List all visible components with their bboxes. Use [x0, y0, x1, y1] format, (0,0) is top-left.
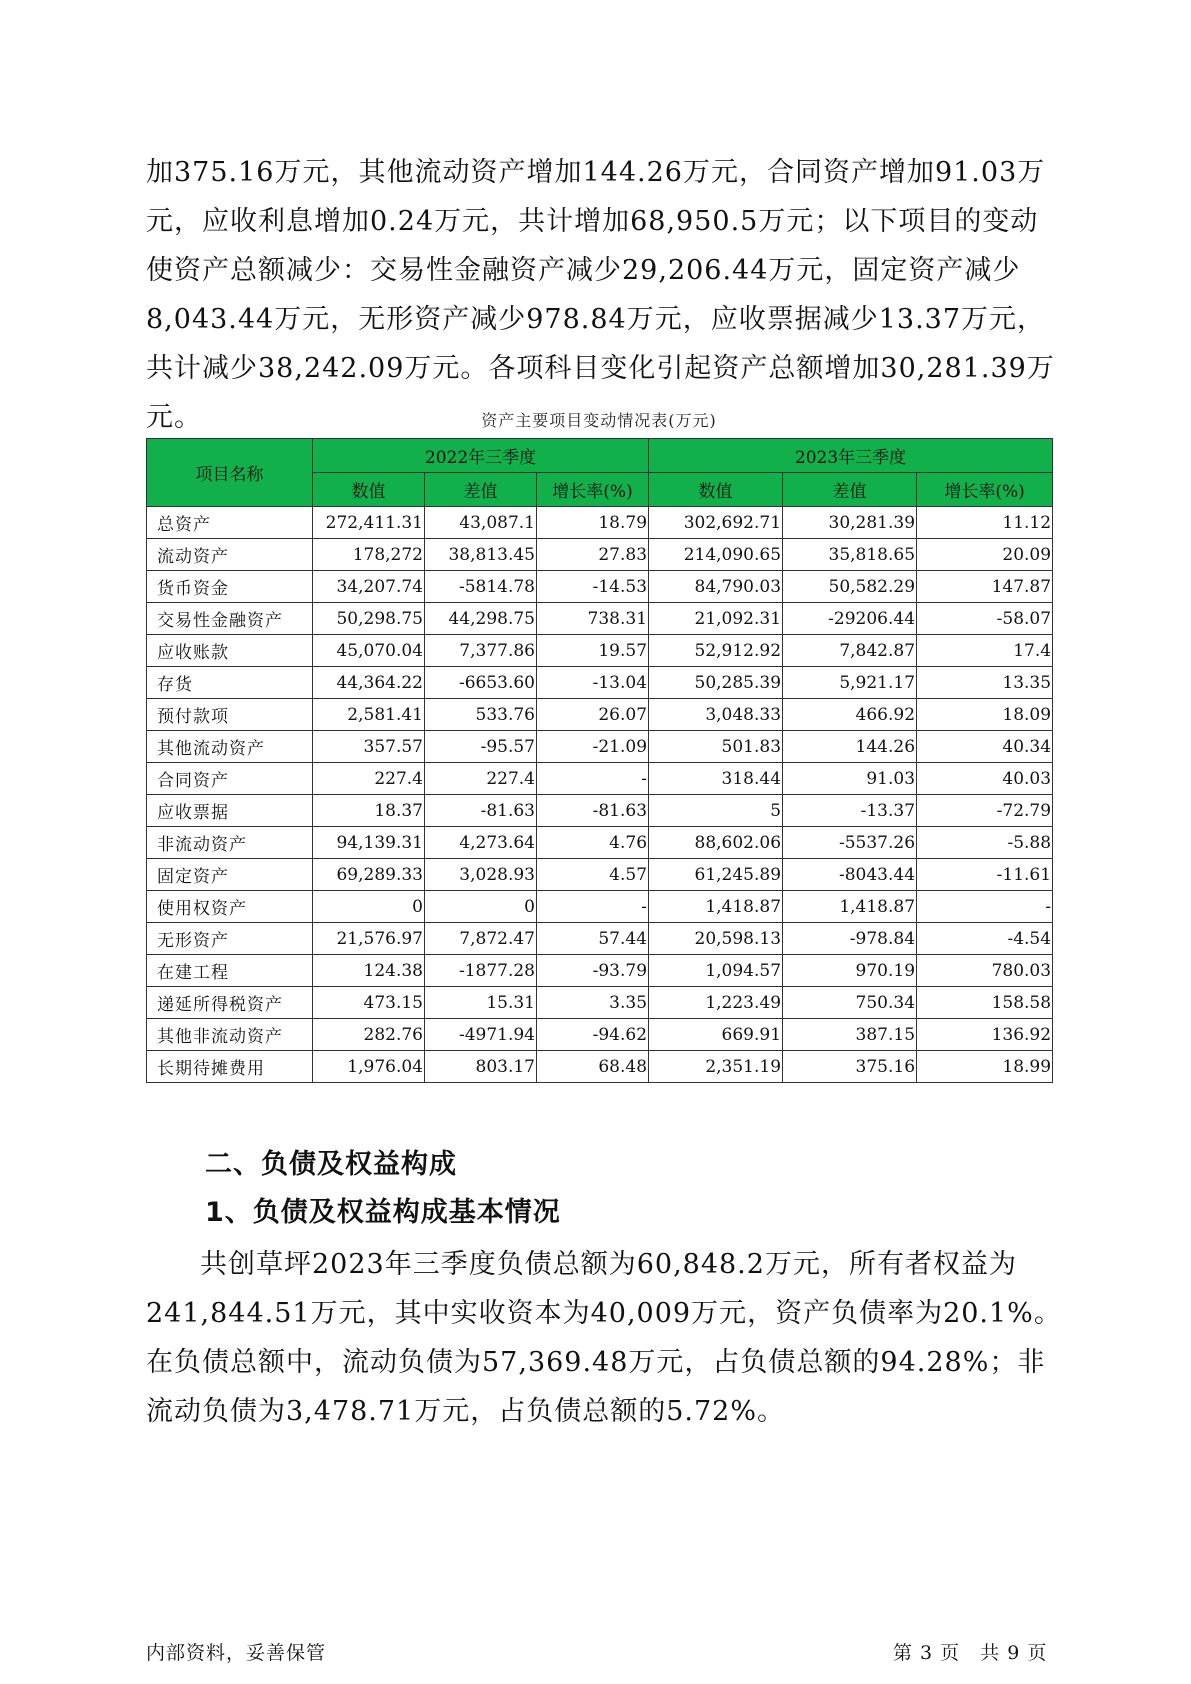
- table-row: [147, 923, 1053, 955]
- row-value-cell: 3,028.93: [425, 859, 537, 891]
- row-value-cell: 214,090.65: [649, 539, 783, 571]
- row-value-cell: 473.15: [313, 987, 425, 1019]
- row-value-cell: 57.44: [537, 923, 649, 955]
- row-value-cell: 7,872.47: [425, 923, 537, 955]
- row-value-cell: -13.37: [783, 795, 917, 827]
- row-item-name: 合同资产: [147, 763, 313, 795]
- row-value-cell: 970.19: [783, 955, 917, 987]
- row-item-name: 货币资金: [147, 571, 313, 603]
- row-value-cell: 40.03: [917, 763, 1053, 795]
- row-value-cell: 5: [649, 795, 783, 827]
- liabilities-text: 共创草坪2023年三季度负债总额为60,848.2万元，所有者权益为241,844.51万元，其中实收资本为40,009万元，资产负债率为20.1%。在负债总额中，流动负债为57,369.48万元，占负债总额的94.28%；非流动负债为3,478.71万元，占负债总额的5.72%。: [146, 1249, 1062, 1427]
- row-item-name: 预付款项: [147, 699, 313, 731]
- row-value-cell: 18.99: [917, 1051, 1053, 1083]
- row-value-cell: -81.63: [537, 795, 649, 827]
- row-item-name: 使用权资产: [147, 891, 313, 923]
- row-value-cell: 4.76: [537, 827, 649, 859]
- row-item-name: 存货: [147, 667, 313, 699]
- row-item-name: 应收票据: [147, 795, 313, 827]
- row-item-name: 其他流动资产: [147, 731, 313, 763]
- row-value-cell: 1,418.87: [649, 891, 783, 923]
- row-value-cell: 94,139.31: [313, 827, 425, 859]
- table-row: [147, 827, 1053, 859]
- row-value-cell: 780.03: [917, 955, 1053, 987]
- row-value-cell: 4.57: [537, 859, 649, 891]
- table-row: [147, 955, 1053, 987]
- header-diff-2023: 差值: [783, 473, 917, 507]
- row-value-cell: 533.76: [425, 699, 537, 731]
- row-value-cell: -6653.60: [425, 667, 537, 699]
- row-value-cell: 227.4: [425, 763, 537, 795]
- row-value-cell: -14.53: [537, 571, 649, 603]
- sub-heading: 1、负债及权益构成基本情况: [205, 1197, 561, 1228]
- row-value-cell: 387.15: [783, 1019, 917, 1051]
- row-value-cell: 302,692.71: [649, 507, 783, 539]
- table-row: [147, 987, 1053, 1019]
- table-row: [147, 795, 1053, 827]
- row-value-cell: -: [917, 891, 1053, 923]
- row-value-cell: 0: [425, 891, 537, 923]
- row-value-cell: 0: [313, 891, 425, 923]
- row-value-cell: 68.48: [537, 1051, 649, 1083]
- table-row: [147, 635, 1053, 667]
- row-value-cell: 30,281.39: [783, 507, 917, 539]
- table-row: [147, 603, 1053, 635]
- row-value-cell: -21.09: [537, 731, 649, 763]
- row-value-cell: 20.09: [917, 539, 1053, 571]
- row-value-cell: 144.26: [783, 731, 917, 763]
- row-value-cell: 26.07: [537, 699, 649, 731]
- row-value-cell: 750.34: [783, 987, 917, 1019]
- row-value-cell: 178,272: [313, 539, 425, 571]
- table-header-row: [147, 439, 1053, 473]
- footer-page-number: 第 3 页 共 9 页: [893, 1642, 1048, 1664]
- row-item-name: 非流动资产: [147, 827, 313, 859]
- row-item-name: 交易性金融资产: [147, 603, 313, 635]
- row-value-cell: 45,070.04: [313, 635, 425, 667]
- row-value-cell: 18.09: [917, 699, 1053, 731]
- row-item-name: 无形资产: [147, 923, 313, 955]
- row-value-cell: 1,976.04: [313, 1051, 425, 1083]
- table-row: [147, 699, 1053, 731]
- row-value-cell: 34,207.74: [313, 571, 425, 603]
- row-value-cell: 44,364.22: [313, 667, 425, 699]
- row-value-cell: 84,790.03: [649, 571, 783, 603]
- section-heading: 二、负债及权益构成: [205, 1149, 457, 1180]
- row-value-cell: -13.04: [537, 667, 649, 699]
- table-row: [147, 763, 1053, 795]
- row-value-cell: 18.79: [537, 507, 649, 539]
- row-value-cell: -95.57: [425, 731, 537, 763]
- row-value-cell: 158.58: [917, 987, 1053, 1019]
- footer-confidential-note: 内部资料，妥善保管: [146, 1642, 327, 1664]
- row-value-cell: 61,245.89: [649, 859, 783, 891]
- row-value-cell: 19.57: [537, 635, 649, 667]
- row-value-cell: 2,351.19: [649, 1051, 783, 1083]
- header-growth-2023: 增长率(%): [917, 473, 1053, 507]
- table-row: [147, 539, 1053, 571]
- row-value-cell: -8043.44: [783, 859, 917, 891]
- row-value-cell: -58.07: [917, 603, 1053, 635]
- table-body: [147, 507, 1053, 1083]
- table-row: [147, 667, 1053, 699]
- row-value-cell: -29206.44: [783, 603, 917, 635]
- row-value-cell: -72.79: [917, 795, 1053, 827]
- row-value-cell: -: [537, 891, 649, 923]
- row-value-cell: 466.92: [783, 699, 917, 731]
- row-value-cell: -94.62: [537, 1019, 649, 1051]
- row-value-cell: 318.44: [649, 763, 783, 795]
- row-value-cell: 4,273.64: [425, 827, 537, 859]
- header-diff-2022: 差值: [425, 473, 537, 507]
- row-value-cell: -93.79: [537, 955, 649, 987]
- row-value-cell: 20,598.13: [649, 923, 783, 955]
- row-item-name: 总资产: [147, 507, 313, 539]
- row-value-cell: 18.37: [313, 795, 425, 827]
- row-value-cell: -5.88: [917, 827, 1053, 859]
- table-row: [147, 891, 1053, 923]
- row-value-cell: 88,602.06: [649, 827, 783, 859]
- row-value-cell: 50,298.75: [313, 603, 425, 635]
- row-item-name: 其他非流动资产: [147, 1019, 313, 1051]
- row-item-name: 固定资产: [147, 859, 313, 891]
- row-value-cell: 3.35: [537, 987, 649, 1019]
- header-period-2023: 2023年三季度: [649, 439, 1053, 473]
- row-value-cell: 50,582.29: [783, 571, 917, 603]
- row-value-cell: 7,377.86: [425, 635, 537, 667]
- row-value-cell: 44,298.75: [425, 603, 537, 635]
- row-value-cell: 2,581.41: [313, 699, 425, 731]
- row-value-cell: 375.16: [783, 1051, 917, 1083]
- row-value-cell: 272,411.31: [313, 507, 425, 539]
- row-value-cell: 1,223.49: [649, 987, 783, 1019]
- row-value-cell: 21,576.97: [313, 923, 425, 955]
- row-value-cell: 501.83: [649, 731, 783, 763]
- row-value-cell: 147.87: [917, 571, 1053, 603]
- row-value-cell: 21,092.31: [649, 603, 783, 635]
- row-value-cell: 1,418.87: [783, 891, 917, 923]
- row-value-cell: 136.92: [917, 1019, 1053, 1051]
- row-value-cell: 282.76: [313, 1019, 425, 1051]
- header-period-2022: 2022年三季度: [313, 439, 649, 473]
- row-value-cell: -978.84: [783, 923, 917, 955]
- row-value-cell: -4.54: [917, 923, 1053, 955]
- table-row: [147, 1051, 1053, 1083]
- body-paragraph-liabilities: [146, 1240, 1066, 1436]
- row-value-cell: 803.17: [425, 1051, 537, 1083]
- row-value-cell: -1877.28: [425, 955, 537, 987]
- table-caption: 资产主要项目变动情况表(万元): [481, 411, 717, 430]
- row-value-cell: 69,289.33: [313, 859, 425, 891]
- row-value-cell: 17.4: [917, 635, 1053, 667]
- row-value-cell: 52,912.92: [649, 635, 783, 667]
- row-value-cell: -5537.26: [783, 827, 917, 859]
- row-value-cell: 91.03: [783, 763, 917, 795]
- row-value-cell: 357.57: [313, 731, 425, 763]
- row-item-name: 流动资产: [147, 539, 313, 571]
- row-value-cell: -5814.78: [425, 571, 537, 603]
- table-row: [147, 507, 1053, 539]
- table-row: [147, 571, 1053, 603]
- row-value-cell: 7,842.87: [783, 635, 917, 667]
- header-item-name: 项目名称: [147, 439, 313, 507]
- row-value-cell: 50,285.39: [649, 667, 783, 699]
- asset-change-table: [146, 438, 1053, 1083]
- table-row: [147, 731, 1053, 763]
- row-value-cell: 27.83: [537, 539, 649, 571]
- row-item-name: 在建工程: [147, 955, 313, 987]
- table-row: [147, 859, 1053, 891]
- row-value-cell: 43,087.1: [425, 507, 537, 539]
- row-value-cell: 227.4: [313, 763, 425, 795]
- row-value-cell: 669.91: [649, 1019, 783, 1051]
- row-value-cell: 35,818.65: [783, 539, 917, 571]
- body-paragraph-assets: 加375.16万元，其他流动资产增加144.26万元，合同资产增加91.03万元，应收利息增加0.24万元，共计增加68,950.5万元；以下项目的变动使资产总额减少：交易性金融资产减少29,206.44万元，固定资产减少8,043.44万元，无形资产减少978.84万元，应收票据减少13.37万元，共计减少38,242.09万元。各项科目变化引起资产总额增加30,281.39万元。: [146, 157, 1055, 433]
- row-value-cell: -11.61: [917, 859, 1053, 891]
- row-item-name: 长期待摊费用: [147, 1051, 313, 1083]
- row-value-cell: 5,921.17: [783, 667, 917, 699]
- row-value-cell: 40.34: [917, 731, 1053, 763]
- row-value-cell: 11.12: [917, 507, 1053, 539]
- header-value-2022: 数值: [313, 473, 425, 507]
- row-value-cell: 15.31: [425, 987, 537, 1019]
- row-value-cell: 13.35: [917, 667, 1053, 699]
- row-item-name: 应收账款: [147, 635, 313, 667]
- row-value-cell: -: [537, 763, 649, 795]
- table-row: [147, 1019, 1053, 1051]
- row-value-cell: 1,094.57: [649, 955, 783, 987]
- header-value-2023: 数值: [649, 473, 783, 507]
- row-value-cell: 38,813.45: [425, 539, 537, 571]
- row-value-cell: -4971.94: [425, 1019, 537, 1051]
- row-value-cell: 738.31: [537, 603, 649, 635]
- row-value-cell: 124.38: [313, 955, 425, 987]
- header-growth-2022: 增长率(%): [537, 473, 649, 507]
- row-value-cell: -81.63: [425, 795, 537, 827]
- row-item-name: 递延所得税资产: [147, 987, 313, 1019]
- row-value-cell: 3,048.33: [649, 699, 783, 731]
